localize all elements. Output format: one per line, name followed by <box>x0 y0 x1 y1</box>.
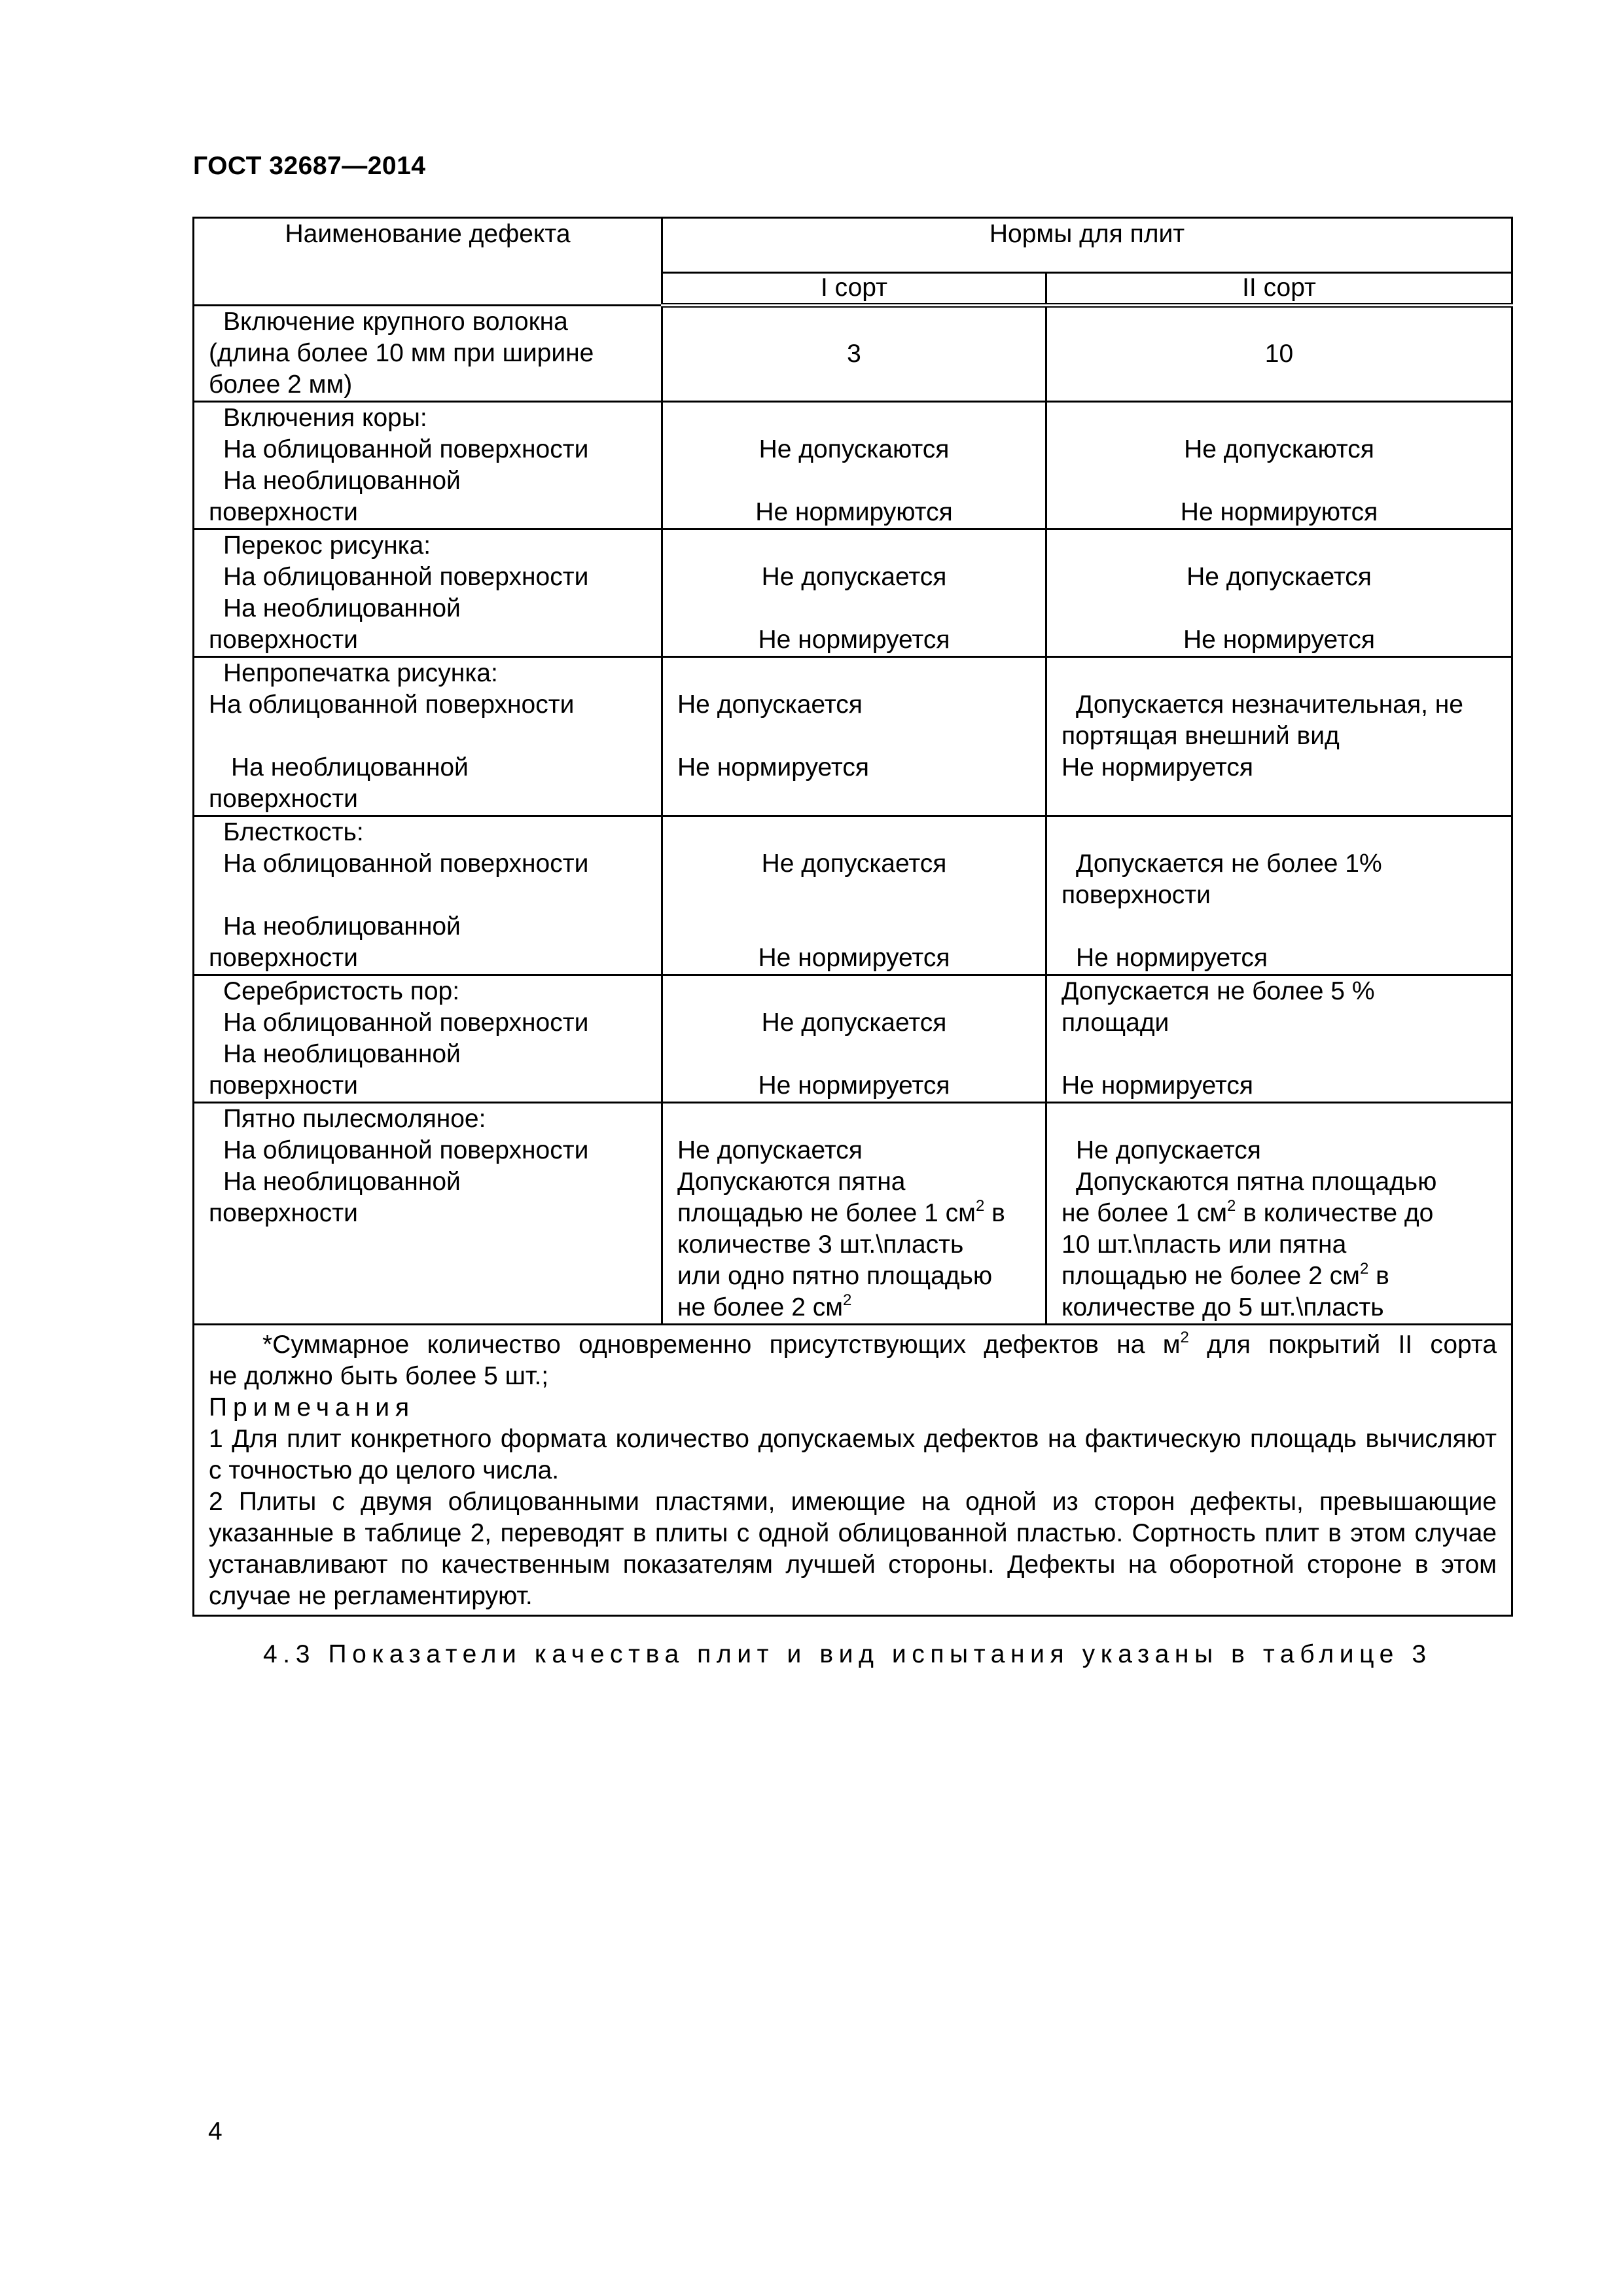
defect-name-line: На необлицованной <box>223 912 461 941</box>
table-row <box>194 1103 1512 1325</box>
grade2-value: Не нормируется <box>1061 753 1253 781</box>
section-4-3-text: 4.3 Показатели качества плит и вид испытания указаны в таблице 3 <box>263 1640 1432 1668</box>
page-number: 4 <box>208 2117 223 2145</box>
grade2-value: Не допускается <box>1186 563 1372 591</box>
table-row <box>194 529 1512 657</box>
grade1-value: Не допускаются <box>758 435 950 463</box>
defect-name-cell <box>194 975 662 1103</box>
defect-name-line: поверхности <box>209 944 358 972</box>
defect-name-cell <box>194 402 662 529</box>
grade2-value: площади <box>1061 1009 1169 1037</box>
table-row <box>194 975 1512 1103</box>
notes-cell <box>194 1325 1512 1616</box>
grade2-value: Допускается незначительная, не <box>1076 691 1463 719</box>
defect-name-line: поверхности <box>209 1199 358 1227</box>
grade2-value: не более 1 $см^2$ в количестве до <box>1061 1197 1434 1227</box>
grade2-value: Не допускается <box>1076 1136 1261 1164</box>
grade1-value: Не нормируются <box>755 498 953 526</box>
defect-name-cell <box>194 657 662 816</box>
grade1-value: 3 <box>847 340 861 368</box>
defect-name-line: более 2 мм) <box>209 370 353 399</box>
grade1-value: Не допускается <box>761 1009 947 1037</box>
grade1-cell <box>662 402 1046 529</box>
grade2-value: 10 <box>1264 340 1294 368</box>
grade1-value: Не нормируется <box>677 753 869 781</box>
defect-name-line: поверхности <box>209 626 358 654</box>
grade2-value: Допускается не более 1% <box>1076 850 1382 878</box>
defect-name-line: поверхности <box>209 785 358 813</box>
grade2-value: Допускается не более 5 % <box>1061 977 1375 1005</box>
column-header-grade1: I сорт <box>662 273 1046 306</box>
grade1-value: Не допускается <box>677 691 863 719</box>
footnote: *Суммарное количество одновременно присутствующих дефектов на $м^2$ для покрытий II сорта <box>262 1329 1497 1359</box>
defect-name-line: На облицованной поверхности <box>209 691 575 719</box>
grade2-value: Не нормируется <box>1183 626 1375 654</box>
defect-name-line: Перекос рисунка: <box>223 531 431 560</box>
defect-name-line: На необлицованной <box>231 753 469 781</box>
defect-name-line: На облицованной поверхности <box>223 1009 589 1037</box>
notes-title: Примечания <box>209 1393 416 1422</box>
defect-name-line: На необлицованной <box>223 1168 461 1196</box>
grade1-value: Допускаются пятна <box>677 1168 906 1196</box>
grade2-value: портящая внешний вид <box>1061 722 1340 750</box>
grade1-value: Не нормируется <box>758 944 950 972</box>
column-header-grade2: II сорт <box>1046 273 1512 306</box>
column-header-defect: Наименование дефекта <box>194 218 662 306</box>
defect-name-line: На необлицованной <box>223 594 461 622</box>
defect-name-line: Блесткость: <box>223 818 364 846</box>
defect-name-cell <box>194 306 662 402</box>
grade1-value: Не допускается <box>677 1136 863 1164</box>
document-header: ГОСТ 32687—2014 <box>193 152 426 180</box>
grade2-value: Не допускаются <box>1184 435 1374 463</box>
table-row <box>194 402 1512 529</box>
grade1-value: Не нормируется <box>758 626 950 654</box>
notes-row <box>194 1325 1512 1616</box>
grade2-cell <box>1046 402 1512 529</box>
grade2-cell <box>1046 1103 1512 1325</box>
grade2-value: Не нормируются <box>1180 498 1378 526</box>
grade1-value: Не допускается <box>761 850 947 878</box>
grade1-cell <box>662 816 1046 975</box>
defect-name-line: На облицованной поверхности <box>223 850 589 878</box>
grade1-cell <box>662 306 1046 402</box>
grade1-value: площадью не более 1 $см^2$ в <box>677 1197 1005 1227</box>
grade2-value: Допускаются пятна площадью <box>1076 1168 1437 1196</box>
grade2-cell <box>1046 975 1512 1103</box>
defect-name-line: Включения коры: <box>223 404 427 432</box>
table-row <box>194 816 1512 975</box>
defect-name-cell <box>194 529 662 657</box>
grade2-value: 10 шт.\пласть или пятна <box>1061 1230 1347 1259</box>
defect-name-line: Непропечатка рисунка: <box>223 659 498 687</box>
defect-name-line: На необлицованной <box>223 1040 461 1068</box>
grade2-value: Не нормируется <box>1076 944 1268 972</box>
note-1: 1 Для плит конкретного формата количество допускаемых дефектов на фактическую площадь вычисляют с точностью до целого числа. <box>209 1425 1504 1484</box>
defect-name-line: Включение крупного волокна <box>223 308 568 336</box>
defect-name-line: На облицованной поверхности <box>223 435 589 463</box>
grade1-cell <box>662 975 1046 1103</box>
grade1-cell <box>662 657 1046 816</box>
grade2-value: Не нормируется <box>1061 1071 1253 1100</box>
grade1-value: Не допускается <box>761 563 947 591</box>
defect-name-line: На необлицованной <box>223 467 461 495</box>
defect-name-line: поверхности <box>209 498 358 526</box>
defect-name-line: (длина более 10 мм при ширине <box>209 339 594 367</box>
grade2-cell <box>1046 306 1512 402</box>
grade2-cell <box>1046 657 1512 816</box>
grade1-value: не более 2 $см^2$ <box>677 1291 852 1321</box>
grade2-cell <box>1046 816 1512 975</box>
table-row <box>194 657 1512 816</box>
grade1-value: Не нормируется <box>758 1071 950 1100</box>
defect-name-cell <box>194 1103 662 1325</box>
table-header-row <box>194 218 1512 273</box>
grade2-cell <box>1046 529 1512 657</box>
defect-name-cell <box>194 816 662 975</box>
defects-table <box>192 217 1513 1617</box>
grade1-cell <box>662 1103 1046 1325</box>
defect-name-line: Пятно пылесмоляное: <box>223 1105 486 1133</box>
note-2: 2 Плиты с двумя облицованными пластями, имеющие на одной из сторон дефекты, превышающие указанные в таблице 2, переводят в плиты с одной облицованной пластью. Сортность плит в этом случае устанавливают по качественным показателям лучшей стороны. Дефекты на оборотной стороне в этом случае не регламентируют. <box>209 1488 1504 1610</box>
grade2-value: площадью не более 2 $см^2$ в <box>1061 1260 1389 1290</box>
footnote-cont: не должно быть более 5 шт.; <box>209 1362 549 1390</box>
column-header-norms: Нормы для плит <box>662 218 1512 273</box>
grade2-value: количестве до 5 шт.\пласть <box>1061 1293 1384 1321</box>
defect-name-line: На облицованной поверхности <box>223 1136 589 1164</box>
defect-name-line: На облицованной поверхности <box>223 563 589 591</box>
defect-name-line: Серебристость пор: <box>223 977 460 1005</box>
grade1-value: или одно пятно площадью <box>677 1262 993 1290</box>
grade1-value: количестве 3 шт.\пласть <box>677 1230 964 1259</box>
grade2-value: поверхности <box>1061 881 1211 909</box>
grade1-cell <box>662 529 1046 657</box>
defect-name-line: поверхности <box>209 1071 358 1100</box>
table-row <box>194 306 1512 402</box>
